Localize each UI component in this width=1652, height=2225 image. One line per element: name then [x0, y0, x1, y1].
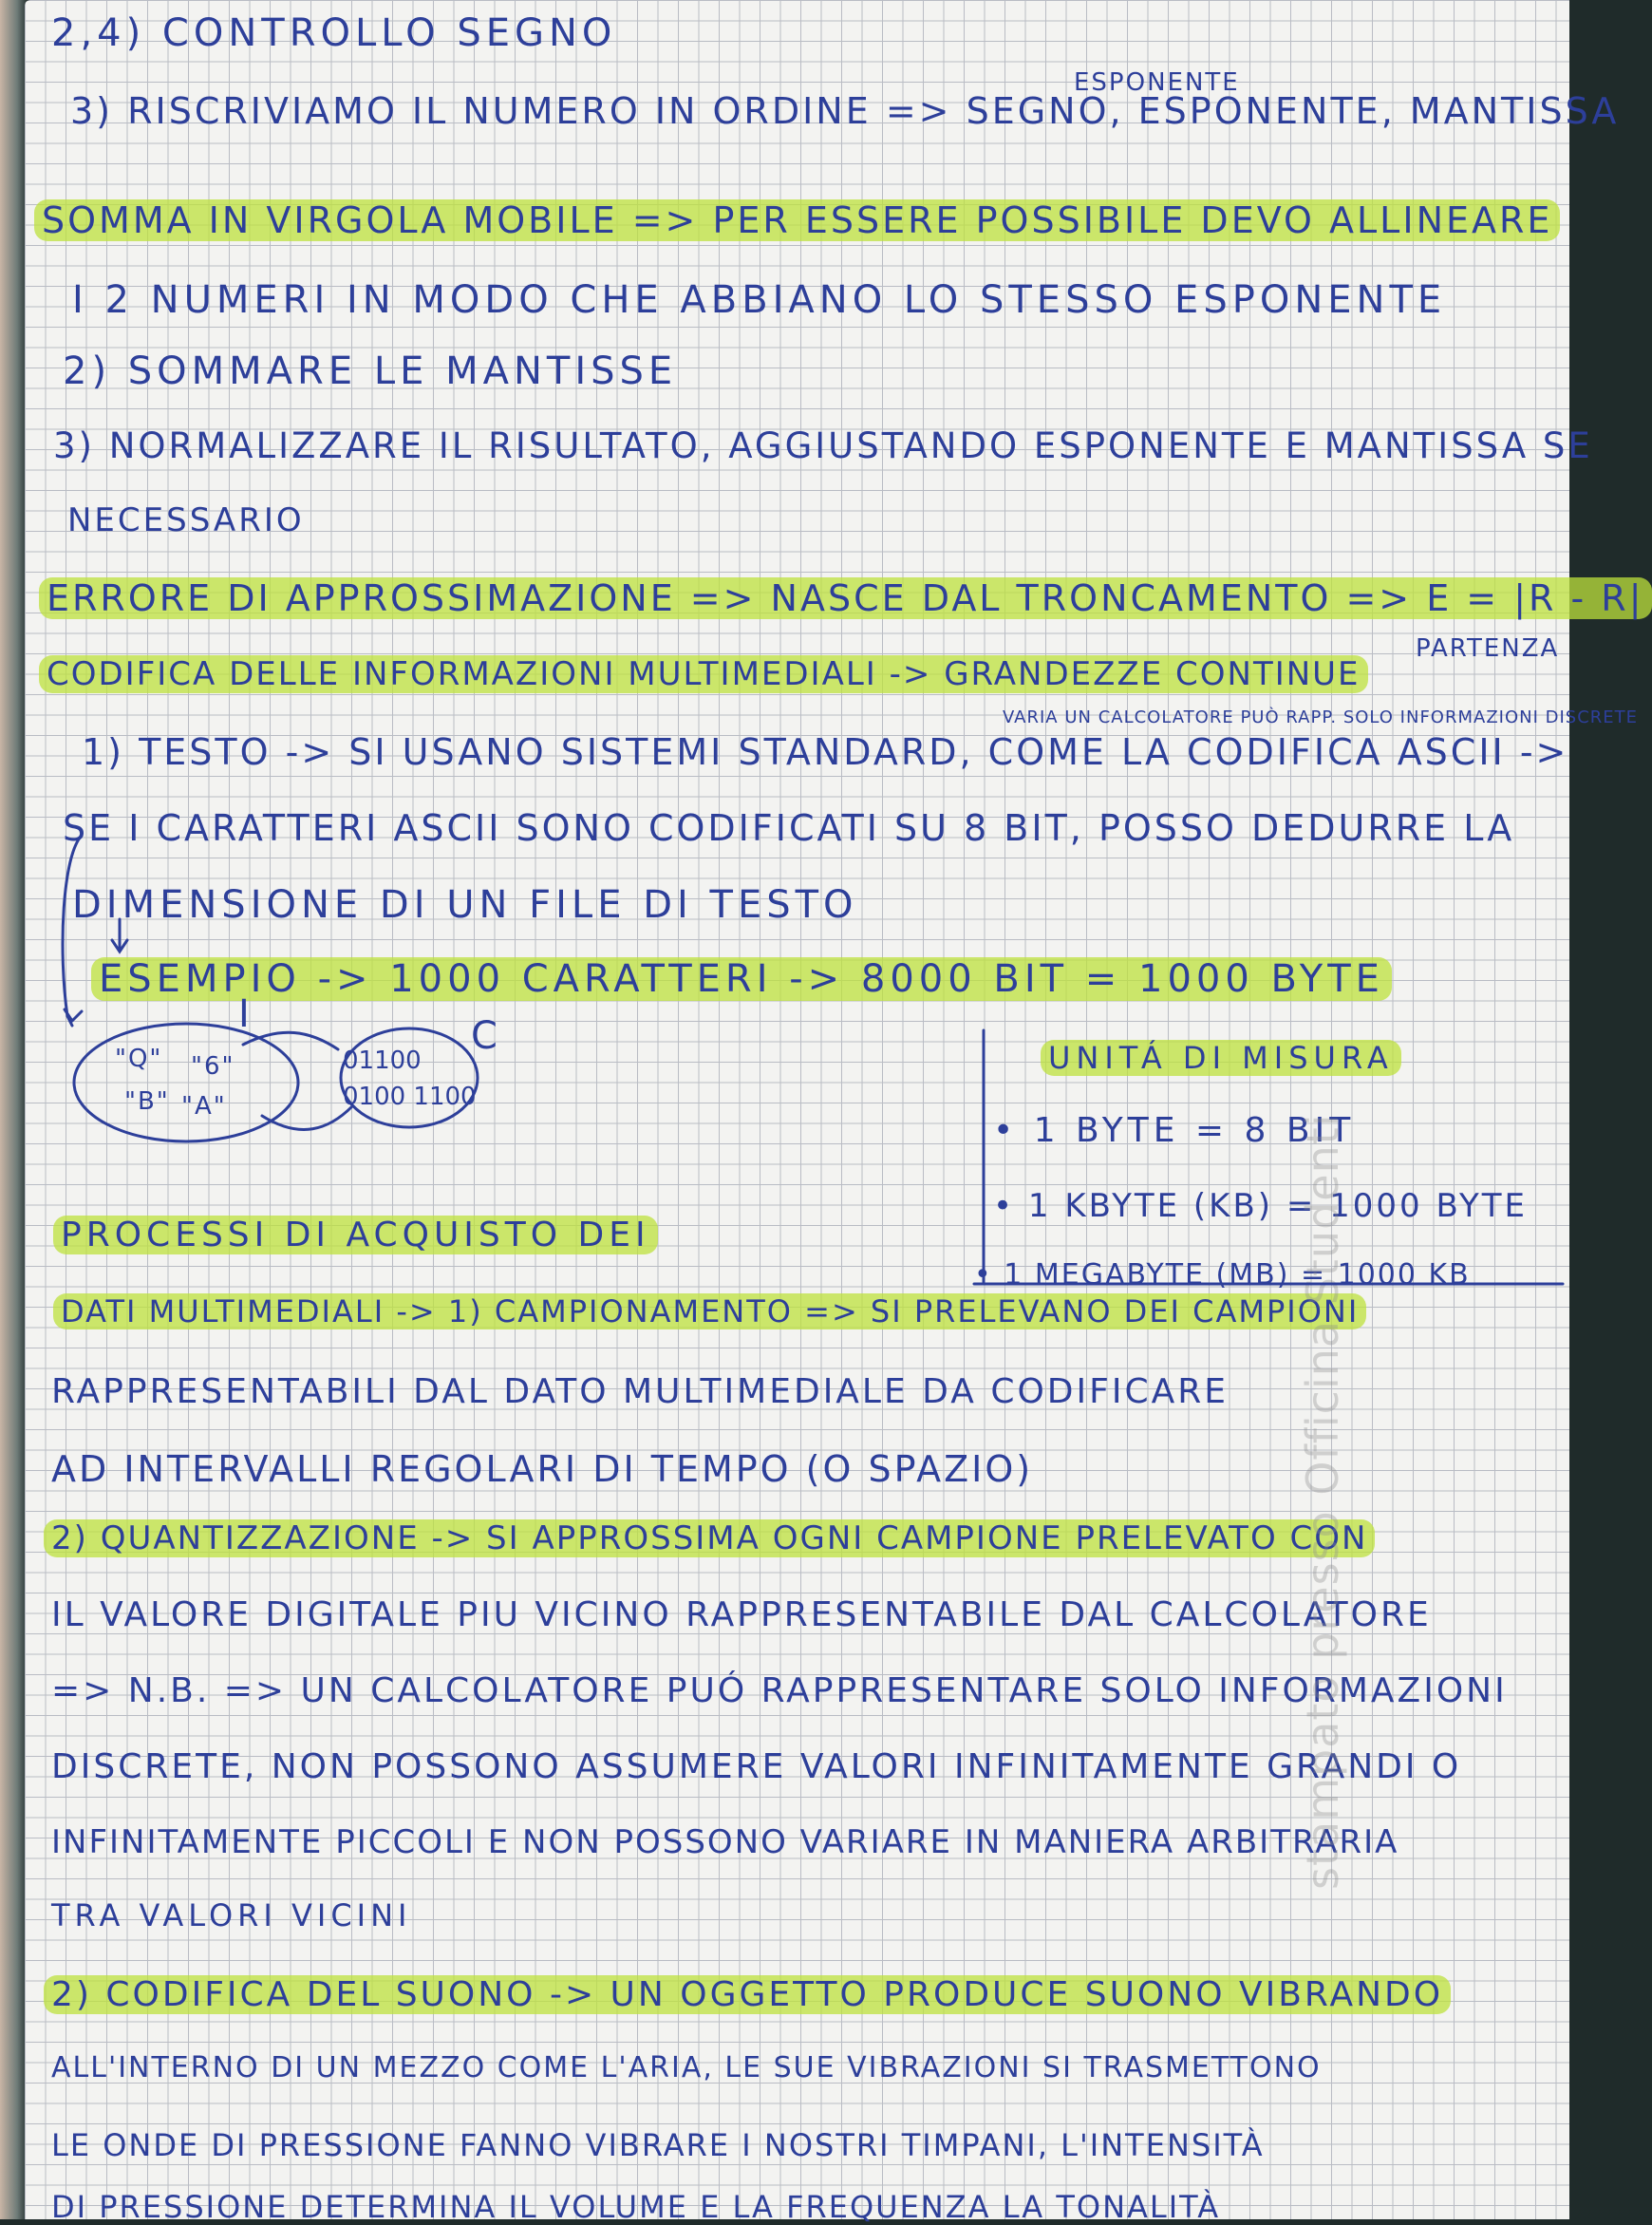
notebook-page: [25, 0, 1644, 2225]
ascii-bracket: [63, 836, 82, 1026]
line-25: ALL'INTERNO DI UN MEZZO COME L'ARIA, LE SUE VIBRAZIONI SI TRASMETTONO: [51, 2051, 1322, 2084]
set-i-item-q: "Q": [115, 1045, 163, 1073]
highlight-esempio: ESEMPIO -> 1000 CARATTERI -> 8000 BIT = 1000 BYTE: [91, 957, 1392, 1001]
line-1: 2,4) CONTROLLO SEGNO: [51, 11, 617, 55]
highlight-quantizzazione: 2) QUANTIZZAZIONE -> SI APPROSSIMA OGNI CAMPIONE PRELEVATO CON: [44, 1519, 1375, 1557]
line-20: => N.B. => UN CALCOLATORE PUÓ RAPPRESENTARE SOLO INFORMAZIONI: [51, 1671, 1508, 1710]
set-c-label: C: [471, 1014, 502, 1058]
line-12: DIMENSIONE DI UN FILE DI TESTO: [72, 883, 858, 927]
units-row-1-text: 1 BYTE = 8 BIT: [1033, 1111, 1356, 1150]
esempio-arrow: [112, 919, 127, 952]
line-11: SE I CARATTERI ASCII SONO CODIFICATI SU 8 BIT, POSSO DEDURRE LA: [63, 807, 1515, 849]
note-esponente: ESPONENTE: [1074, 68, 1240, 97]
highlight-dati: DATI MULTIMEDIALI -> 1) CAMPIONAMENTO => SI PRELEVANO DEI CAMPIONI: [53, 1293, 1366, 1329]
line-7: NECESSARIO: [67, 501, 305, 539]
line-16: RAPPRESENTABILI DAL DATO MULTIMEDIALE DA CODIFICARE: [51, 1372, 1229, 1411]
watermark: stampato presso Officina Studenti: [1297, 1113, 1348, 1890]
line-27: DI PRESSIONE DETERMINA IL VOLUME E LA FREQUENZA LA TONALITÀ: [51, 2189, 1221, 2225]
note-partenza: PARTENZA: [1416, 634, 1560, 663]
set-c-ellipse: [341, 1028, 478, 1127]
mapping-arrow-top: [243, 1032, 338, 1049]
set-i-item-a: "A": [181, 1092, 227, 1121]
units-row-3-text: 1 MEGABYTE (MB) = 1000 KB: [1004, 1258, 1471, 1292]
set-c-item-2: 0100 1100: [343, 1083, 477, 1111]
units-row-3: • 1 MEGABYTE (MB) = 1000 KB: [974, 1258, 1471, 1292]
ascii-arrow: [65, 1009, 82, 1021]
line-4: I 2 NUMERI IN MODO CHE ABBIANO LO STESSO ESPONENTE: [72, 278, 1447, 322]
line-21: DISCRETE, NON POSSONO ASSUMERE VALORI INFINITAMENTE GRANDI O: [51, 1747, 1462, 1786]
set-i-item-b: "B": [124, 1087, 170, 1116]
line-23: TRA VALORI VICINI: [51, 1897, 412, 1933]
units-row-1: • 1 BYTE = 8 BIT: [993, 1111, 1356, 1150]
highlight-codifica: CODIFICA DELLE INFORMAZIONI MULTIMEDIALI -> GRANDEZZE CONTINUE: [39, 655, 1368, 693]
set-c-item-1: 01100: [343, 1047, 422, 1075]
highlight-errore: ERRORE DI APPROSSIMAZIONE => NASCE DAL TRONCAMENTO => Ε = |R - R|: [39, 577, 1652, 619]
pen-strokes: [25, 0, 1569, 2219]
highlight-processi: PROCESSI DI ACQUISTO DEI: [53, 1216, 658, 1254]
line-22: INFINITAMENTE PICCOLI E NON POSSONO VARIARE IN MANIERA ARBITRARIA: [51, 1823, 1399, 1861]
line-5: 2) SOMMARE LE MANTISSE: [63, 349, 678, 393]
highlight-units: UNITÁ DI MISURA: [1041, 1040, 1401, 1076]
line-2: 3) RISCRIVIAMO IL NUMERO IN ORDINE => SEGNO, ESPONENTE, MANTISSA: [70, 90, 1620, 132]
line-26: LE ONDE DI PRESSIONE FANNO VIBRARE I NOSTRI TIMPANI, L'INTENSITÀ: [51, 2127, 1265, 2163]
set-i-item-6: "6": [191, 1052, 235, 1081]
highlight-somma: SOMMA IN VIRGOLA MOBILE => PER ESSERE POSSIBILE DEVO ALLINEARE: [34, 199, 1560, 241]
set-i-ellipse: [74, 1024, 298, 1141]
units-row-2-text: 1 KBYTE (KB) = 1000 BYTE: [1027, 1187, 1528, 1225]
note-small: VARIA UN CALCOLATORE PUÒ RAPP. SOLO INFORMAZIONI DISCRETE: [1003, 707, 1639, 727]
highlight-suono: 2) CODIFICA DEL SUONO -> UN OGGETTO PRODUCE SUONO VIBRANDO: [44, 1975, 1451, 2014]
set-i-label: I: [238, 992, 254, 1036]
line-10: 1) TESTO -> SI USANO SISTEMI STANDARD, COME LA CODIFICA ASCII ->: [82, 731, 1569, 773]
units-row-2: • 1 KBYTE (KB) = 1000 BYTE: [993, 1187, 1528, 1225]
line-19: IL VALORE DIGITALE PIU VICINO RAPPRESENTABILE DAL CALCOLATORE: [51, 1595, 1432, 1634]
line-6: 3) NORMALIZZARE IL RISULTATO, AGGIUSTANDO ESPONENTE E MANTISSA SE: [53, 425, 1593, 466]
line-17: AD INTERVALLI REGOLARI DI TEMPO (O SPAZIO): [51, 1448, 1034, 1490]
